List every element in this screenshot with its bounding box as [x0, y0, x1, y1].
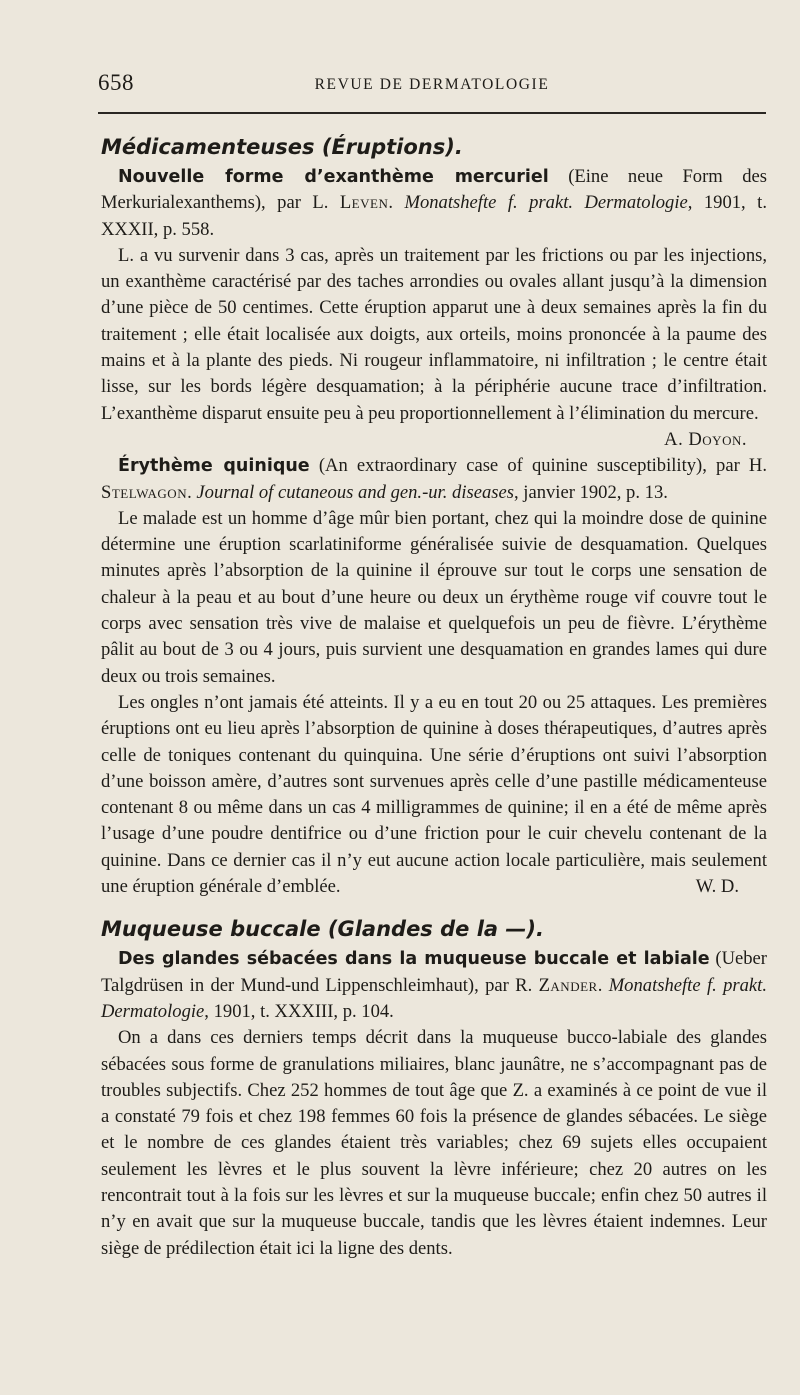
citation-details: , janvier 1902, p. 13. — [514, 481, 668, 503]
citation-text: (Eine neue Form des Merkurialexanthems), par L. — [101, 166, 767, 214]
citation-separator: . — [597, 974, 609, 996]
signature: W. D. — [695, 876, 739, 898]
signature: A. Doyon. — [664, 428, 747, 450]
section-heading: Médicamenteuses (Éruptions). — [101, 135, 463, 159]
section-heading: Muqueuse buccale (Glandes de la —). — [101, 917, 544, 942]
article-title: Des glandes sébacées dans la muqueuse buccale et labiale — [118, 949, 710, 970]
journal-name: Monatshefte f. prakt. Dermatologie — [101, 974, 767, 1022]
author-name: Zander — [538, 974, 598, 996]
journal-name: Journal of cutaneous and gen.-ur. diseases — [196, 481, 514, 503]
citation-details: , 1901, t. XXXIII, p. 104. — [204, 1000, 394, 1022]
article-paragraph: Le malade est un homme d’âge mûr bien portant, chez qui la moindre dose de quinine détermine une éruption scarlatiniforme généralisée suivie de desquamation. Quelques minutes après l’absorption de la quinine il éprouve sur tout le corps une sensation de chaleur à la peau et au bout d’une heure ou deux un érythème rouge vif couvre tout le corps avec sensation très vive de malaise et quelquefois un peu de fièvre. L’érythème pâlit au bout de 3 ou 4 jours, puis survient une desquamation en grandes lames qui dure deux ou trois semaines. — [101, 507, 767, 687]
page-content — [101, 128, 767, 1262]
author-name: Leven — [339, 192, 389, 214]
article-body — [101, 243, 767, 453]
body-text: Les ongles n’ont jamais été atteints. Il y a eu en tout 20 ou 25 attaques. Les premières éruptions ont eu lieu après l’absorption de quinine à doses thérapeutiques, d’autres après celle de toniques contenant du quinquina. Une série d’éruptions ont suivi l’absorption d’une boisson amère, d’autres sont survenues après celle d’une pastille médicamenteuse contenant 8 ou même dans un cas 4 milligrammes de quinine; il en a été de même après l’usage d’une poudre dentifrice ou d’une friction pour le cuir chevelu contenant de la quinine. Dans ce dernier cas il n’y eut aucune action locale particulière, mais seulement une éruption générale d’emblée. — [101, 691, 767, 898]
citation-text: (An extraordinary case of quinine susceptibility), par H. — [309, 455, 767, 477]
journal-name: Monatshefte f. prakt. Dermatologie — [404, 192, 688, 214]
running-title: REVUE DE DERMATOLOGIE — [314, 76, 550, 93]
citation-separator: . — [187, 481, 197, 503]
citation-separator: . — [388, 192, 405, 214]
citation-details: , 1901, t. XXXII, p. 558. — [101, 192, 767, 240]
author-name: Stelwagon — [101, 481, 188, 503]
article-paragraph — [101, 690, 767, 900]
article-body: On a dans ces derniers temps décrit dans la muqueuse bucco-labiale des glandes sébacées sous forme de granulations miliaires, blanc jaunâtre, ne s’accompagnant pas de troubles subjectifs. Chez 252 hommes de tout âge que Z. a examinés à ce point de vue il a constaté 79 fois et chez 198 femmes 60 fois la présence de glandes sébacées. Le siège et le nombre de ces glandes étaient très variables; chez 69 sujets elles occupaient seulement les lèvres et le plus souvent la lèvre inférieure; chez 20 autres on les rencontrait tout à la fois sur les lèvres et sur la muqueuse buccale; enfin chez 50 autres il n’y en avait que sur la muqueuse buccale, tandis que les lèvres étaient indemnes. Leur siège de prédilection était ici la ligne des dents. — [101, 1027, 767, 1259]
article-title: Érythème quinique — [118, 456, 310, 477]
article-citation — [101, 164, 767, 243]
page-header — [98, 70, 766, 100]
article-citation — [101, 946, 767, 1025]
article-title: Nouvelle forme d’exanthème mercuriel — [118, 167, 549, 187]
citation-text: (Ueber Talgdrüsen in der Mund-und Lippenschleimhaut), par R. — [101, 948, 767, 996]
page-number: 658 — [98, 70, 134, 95]
article-citation — [101, 453, 767, 506]
body-text: L. a vu survenir dans 3 cas, après un traitement par les frictions ou par les injections, un exanthème caractérisé par des taches arrondies ou ovales allant jusqu’à la dimension d’une pièce de 50 centimes. Cette éruption apparut une à deux semaines après la fin du traitement ; elle était localisée aux doigts, aux orteils, moins prononcée à la paume des mains et à la plante des pieds. Ni rougeur inflammatoire, ni infiltration ; le centre était lisse, sur les bords légère desquamation; à la périphérie aucune trace d’infiltration. L’exanthème disparut ensuite peu à peu proportionnellement à l’élimination du mercure. — [101, 244, 767, 424]
header-rule — [98, 112, 766, 114]
